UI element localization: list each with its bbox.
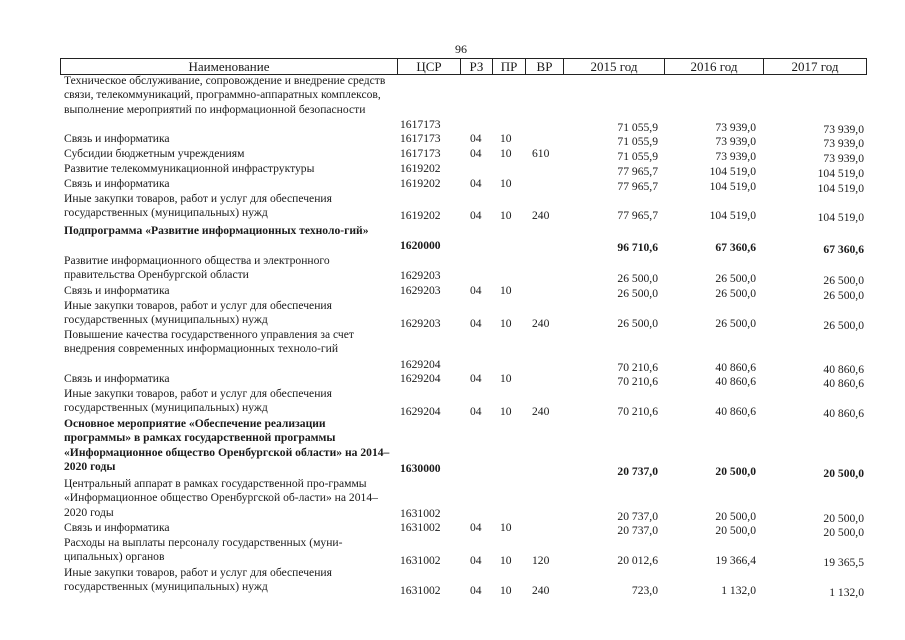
row-pr: 10	[500, 372, 512, 385]
row-pr: 10	[500, 132, 512, 145]
table-row	[0, 477, 905, 525]
row-2015: 70 210,6	[617, 375, 658, 388]
row-csr: 1620000	[400, 239, 441, 252]
row-2017: 1 132,0	[829, 586, 864, 599]
row-name: Иные закупки товаров, работ и услуг для обеспечения государственных (муниципальных) нужд	[64, 192, 332, 220]
table-row	[0, 299, 905, 332]
row-pr: 10	[500, 209, 512, 222]
row-rz: 04	[470, 521, 482, 534]
row-csr: 1619202	[400, 209, 441, 222]
row-2015: 26 500,0	[617, 272, 658, 285]
row-pr: 10	[500, 177, 512, 190]
row-rz: 04	[470, 132, 482, 145]
row-vr: 120	[532, 554, 550, 567]
row-2017: 104 519,0	[817, 182, 864, 195]
row-2015: 70 210,6	[617, 405, 658, 418]
row-csr: 1629204	[400, 358, 441, 371]
row-csr: 1629203	[400, 284, 441, 297]
row-2015: 71 055,9	[617, 135, 658, 148]
table-row	[0, 536, 905, 569]
table-row	[0, 147, 905, 165]
row-csr: 1631002	[400, 507, 441, 520]
row-csr: 1619202	[400, 177, 441, 190]
row-name: Связь и информатика	[64, 372, 170, 385]
row-csr: 1631002	[400, 554, 441, 567]
row-2015: 20 012,6	[617, 554, 658, 567]
table-row	[0, 417, 905, 480]
row-name: Развитие телекоммуникационной инфраструктуры	[64, 162, 315, 175]
row-name: Связь и информатика	[64, 132, 170, 145]
row-2017: 104 519,0	[817, 167, 864, 180]
table-row	[0, 224, 905, 254]
row-name: Связь и информатика	[64, 284, 170, 297]
row-2016: 104 519,0	[709, 180, 756, 193]
row-name: Связь и информатика	[64, 177, 170, 190]
header-2016: 2016 год	[664, 58, 764, 75]
row-vr: 240	[532, 584, 550, 597]
row-2015: 20 737,0	[617, 465, 658, 478]
row-2017: 73 939,0	[823, 123, 864, 136]
row-2017: 20 500,0	[823, 467, 864, 480]
row-2015: 77 965,7	[617, 180, 658, 193]
row-2017: 26 500,0	[823, 319, 864, 332]
row-2017: 40 860,6	[823, 363, 864, 376]
header-rz: РЗ	[460, 58, 493, 75]
row-rz: 04	[470, 584, 482, 597]
row-vr: 610	[532, 147, 550, 160]
row-2017: 67 360,6	[823, 243, 864, 256]
row-2016: 40 860,6	[715, 405, 756, 418]
row-2016: 20 500,0	[715, 524, 756, 537]
header-vr: ВР	[525, 58, 564, 75]
row-rz: 04	[470, 284, 482, 297]
header-csr: ЦСР	[397, 58, 461, 75]
table-row	[0, 284, 905, 302]
row-2016: 40 860,6	[715, 361, 756, 374]
table-row	[0, 566, 905, 602]
table-row	[0, 162, 905, 180]
row-name: Техническое обслуживание, сопровождение и внедрение средств связи, телекоммуникаций, программно-аппаратных комплексов, выполнение мероприятий по информационной безопасности	[64, 74, 386, 116]
row-name: Иные закупки товаров, работ и услуг для обеспечения государственных (муниципальных) нужд	[64, 387, 332, 415]
table-row	[0, 74, 905, 136]
row-name: Иные закупки товаров, работ и услуг для обеспечения государственных (муниципальных) нужд	[64, 299, 332, 327]
row-2015: 70 210,6	[617, 361, 658, 374]
row-csr: 1617173	[400, 118, 441, 131]
row-vr: 240	[532, 405, 550, 418]
row-pr: 10	[500, 147, 512, 160]
row-name: Центральный аппарат в рамках государственной про-граммы «Информационное общество Оренбургской об-ласти» на 2014–2020 годы	[64, 477, 378, 519]
row-2017: 20 500,0	[823, 512, 864, 525]
row-2015: 26 500,0	[617, 317, 658, 330]
row-csr: 1617173	[400, 132, 441, 145]
row-name: Развитие информационного общества и электронного правительства Оренбургской области	[64, 254, 330, 282]
row-2015: 20 737,0	[617, 524, 658, 537]
row-rz: 04	[470, 147, 482, 160]
row-rz: 04	[470, 209, 482, 222]
header-2017: 2017 год	[763, 58, 867, 75]
row-csr: 1619202	[400, 162, 441, 175]
row-2016: 73 939,0	[715, 150, 756, 163]
row-2016: 26 500,0	[715, 287, 756, 300]
row-rz: 04	[470, 317, 482, 330]
row-2016: 19 366,4	[715, 554, 756, 567]
row-2015: 71 055,9	[617, 150, 658, 163]
header-name: Наименование	[60, 58, 398, 75]
row-2015: 77 965,7	[617, 209, 658, 222]
row-pr: 10	[500, 554, 512, 567]
row-2016: 26 500,0	[715, 272, 756, 285]
row-csr: 1631002	[400, 521, 441, 534]
table-row	[0, 254, 905, 287]
row-2015: 77 965,7	[617, 165, 658, 178]
row-csr: 1630000	[400, 462, 441, 475]
row-pr: 10	[500, 521, 512, 534]
row-2017: 73 939,0	[823, 152, 864, 165]
table-row	[0, 192, 905, 224]
row-pr: 10	[500, 584, 512, 597]
row-pr: 10	[500, 284, 512, 297]
row-csr: 1629204	[400, 405, 441, 418]
row-2016: 1 132,0	[721, 584, 756, 597]
row-2016: 20 500,0	[715, 465, 756, 478]
row-2017: 73 939,0	[823, 137, 864, 150]
row-name: Повышение качества государственного управления за счет внедрения современных информационных техноло-гий	[64, 328, 354, 356]
row-2015: 723,0	[631, 584, 658, 597]
table-row	[0, 387, 905, 420]
row-2016: 26 500,0	[715, 317, 756, 330]
row-csr: 1631002	[400, 584, 441, 597]
row-name: Расходы на выплаты персоналу государственных (муни-ципальных) органов	[64, 536, 343, 564]
row-2017: 40 860,6	[823, 377, 864, 390]
row-pr: 10	[500, 405, 512, 418]
row-name: Основное мероприятие «Обеспечение реализации программы» в рамках государственной программы «Информационное общество Оренбургской области» на 2014–2020 годы	[64, 417, 390, 474]
row-2016: 104 519,0	[709, 165, 756, 178]
row-name: Связь и информатика	[64, 521, 170, 534]
row-pr: 10	[500, 317, 512, 330]
row-rz: 04	[470, 372, 482, 385]
row-vr: 240	[532, 209, 550, 222]
header-2015: 2015 год	[563, 58, 665, 75]
table-row	[0, 328, 905, 376]
row-2017: 104 519,0	[817, 211, 864, 224]
table-row	[0, 372, 905, 390]
row-2016: 73 939,0	[715, 121, 756, 134]
row-csr: 1617173	[400, 147, 441, 160]
row-rz: 04	[470, 554, 482, 567]
row-rz: 04	[470, 405, 482, 418]
row-2017: 26 500,0	[823, 289, 864, 302]
page-number: 96	[455, 42, 467, 56]
row-name: Субсидии бюджетным учреждениям	[64, 147, 245, 160]
header-pr: ПР	[492, 58, 526, 75]
row-2015: 26 500,0	[617, 287, 658, 300]
table-row	[0, 521, 905, 539]
table-row	[0, 132, 905, 150]
row-2017: 40 860,6	[823, 407, 864, 420]
row-2016: 20 500,0	[715, 510, 756, 523]
row-csr: 1629203	[400, 317, 441, 330]
row-rz: 04	[470, 177, 482, 190]
row-csr: 1629203	[400, 269, 441, 282]
row-2017: 19 365,5	[823, 556, 864, 569]
row-name: Иные закупки товаров, работ и услуг для обеспечения государственных (муниципальных) нужд	[64, 566, 332, 594]
table-row	[0, 177, 905, 195]
row-2017: 26 500,0	[823, 274, 864, 287]
row-2016: 67 360,6	[715, 241, 756, 254]
row-csr: 1629204	[400, 372, 441, 385]
row-2016: 40 860,6	[715, 375, 756, 388]
row-2016: 73 939,0	[715, 135, 756, 148]
row-2015: 71 055,9	[617, 121, 658, 134]
row-2017: 20 500,0	[823, 526, 864, 539]
row-2015: 96 710,6	[617, 241, 658, 254]
row-2015: 20 737,0	[617, 510, 658, 523]
row-vr: 240	[532, 317, 550, 330]
row-2016: 104 519,0	[709, 209, 756, 222]
row-name: Подпрограмма «Развитие информационных техноло-гий»	[64, 224, 369, 237]
